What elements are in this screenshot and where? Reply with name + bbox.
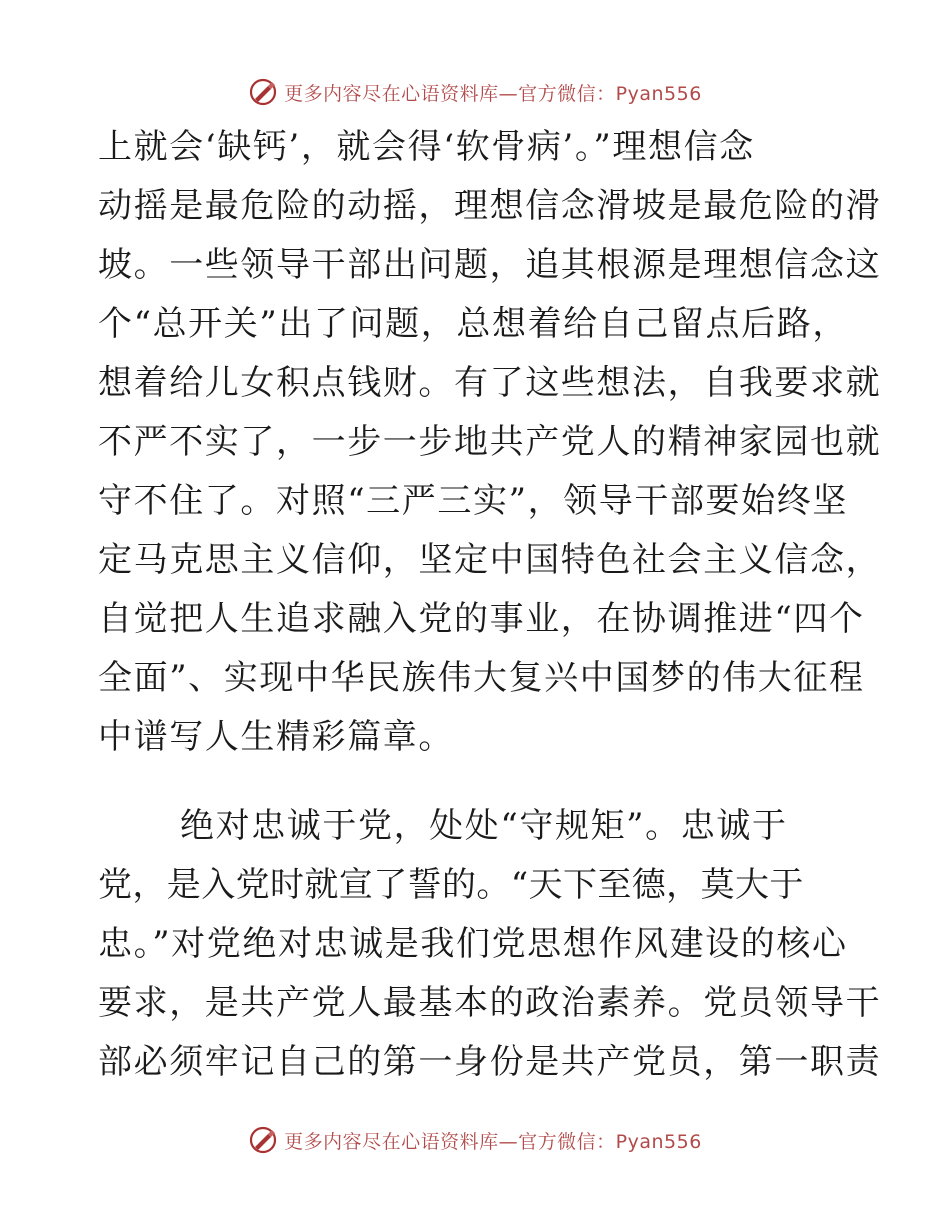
text-line: 上就会‘缺钙’，就会得‘软骨病’。”理想信念 (98, 127, 755, 167)
text-line: 全面”、实现中华民族伟大复兴中国梦的伟大征程 (98, 658, 865, 698)
text-line: 自觉把人生追求融入党的事业，在协调推进“四个 (98, 599, 865, 639)
document-body (98, 118, 882, 1092)
watermark-text: 更多内容尽在心语资料库—官方微信：Pyan556 (284, 82, 702, 105)
header-watermark (0, 72, 950, 112)
paragraph-gap (98, 767, 850, 797)
text-line: 个“总开关”出了问题，总想着给自己留点后路， (98, 304, 848, 344)
text-line: 定马克思主义信仰，坚定中国特色社会主义信念， (98, 540, 882, 580)
text-line: 部必须牢记自己的第一身份是共产党员，第一职责 (98, 1042, 882, 1082)
text-line: 忠。”对党绝对忠诚是我们党思想作风建设的核心 (98, 924, 848, 964)
text-line: 要求，是共产党人最基本的政治素养。党员领导干 (98, 983, 882, 1023)
watermark-text: 更多内容尽在心语资料库—官方微信：Pyan556 (284, 1130, 702, 1153)
footer-watermark (0, 1120, 950, 1160)
text-line: 不严不实了，一步一步地共产党人的精神家园也就 (98, 422, 882, 462)
text-line: 守不住了。对照“三严三实”，领导干部要始终坚 (98, 481, 848, 521)
pen-logo-icon (248, 77, 278, 107)
text-line: 坡。一些领导干部出问题，追其根源是理想信念这 (98, 245, 882, 285)
text-line: 党，是入党时就宣了誓的。“天下至德，莫大于 (98, 865, 804, 905)
text-line: 中谱写人生精彩篇章。 (98, 717, 454, 757)
text-line: 想着给儿女积点钱财。有了这些想法，自我要求就 (98, 363, 882, 403)
text-line: 动摇是最危险的动摇，理想信念滑坡是最危险的滑 (98, 186, 882, 226)
text-line: 绝对忠诚于党，处处“守规矩”。忠诚于 (180, 806, 788, 846)
pen-logo-icon (248, 1125, 278, 1155)
